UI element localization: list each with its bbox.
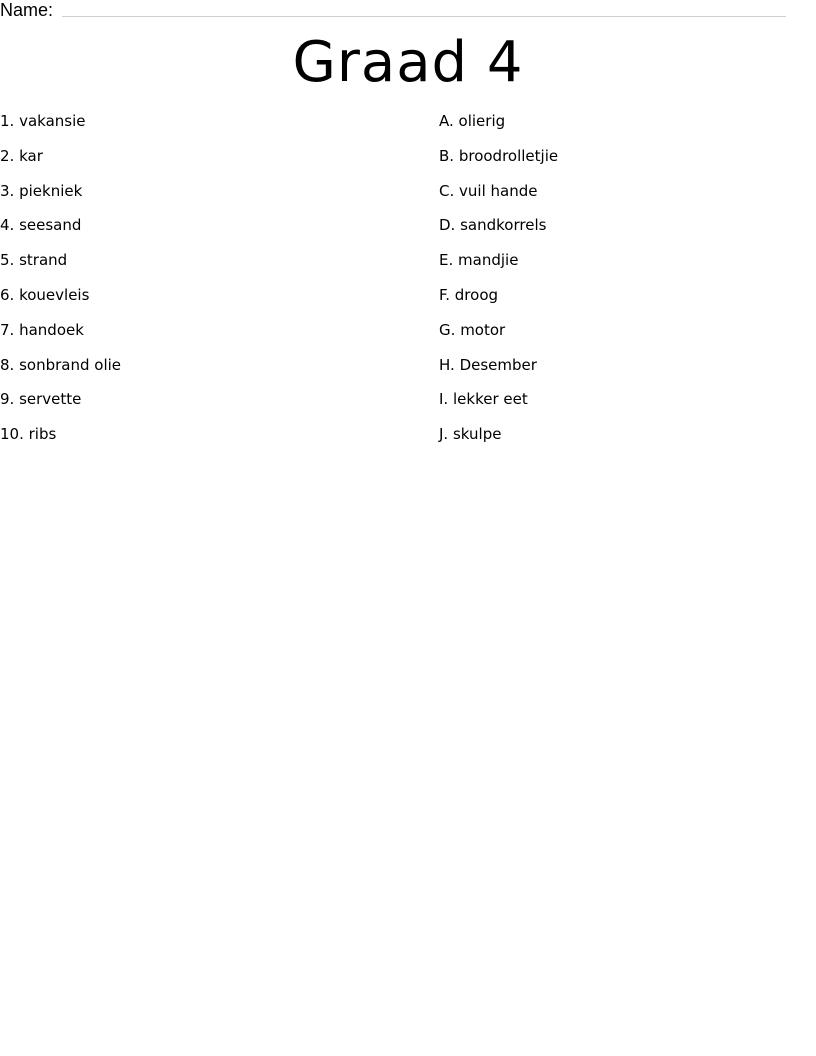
match-marker: I.	[439, 390, 449, 409]
word-item	[0, 215, 400, 250]
word-text: kar	[19, 146, 43, 165]
word-marker: 9.	[0, 390, 15, 409]
match-text: skulpe	[452, 425, 502, 444]
word-item	[0, 424, 400, 459]
word-text: handoek	[19, 320, 84, 339]
match-text: mandjie	[458, 251, 519, 270]
word-marker: 8.	[0, 355, 15, 374]
match-text: droog	[454, 285, 499, 304]
word-marker: 1.	[0, 112, 15, 130]
word-item	[0, 355, 400, 390]
match-item	[439, 181, 809, 216]
word-marker: 7.	[0, 320, 15, 339]
word-list	[0, 111, 400, 459]
match-item	[439, 146, 809, 181]
match-text: motor	[460, 320, 506, 339]
match-text: olierig	[458, 112, 506, 130]
name-blank-line	[62, 16, 786, 17]
match-marker: B.	[439, 146, 455, 165]
word-marker: 2.	[0, 146, 15, 165]
word-text: piekniek	[19, 181, 83, 200]
word-text: vakansie	[19, 112, 86, 130]
word-item	[0, 285, 400, 320]
word-text: seesand	[19, 216, 82, 235]
match-list	[439, 111, 809, 459]
match-text: vuil hande	[459, 181, 538, 200]
match-item	[439, 424, 809, 459]
match-marker: D.	[439, 216, 456, 235]
word-text: ribs	[28, 425, 57, 444]
match-text: lekker eet	[452, 390, 528, 409]
word-marker: 6.	[0, 285, 15, 304]
match-item	[439, 111, 809, 146]
word-item	[0, 320, 400, 355]
word-marker: 3.	[0, 181, 15, 200]
word-text: strand	[19, 251, 68, 270]
match-item	[439, 250, 809, 285]
match-item	[439, 389, 809, 424]
word-item	[0, 181, 400, 216]
match-text: Desember	[459, 355, 537, 374]
match-item	[439, 355, 809, 390]
word-item	[0, 146, 400, 181]
match-item	[439, 285, 809, 320]
word-text: sonbrand olie	[19, 355, 122, 374]
match-item	[439, 215, 809, 250]
word-marker: 10.	[0, 425, 24, 444]
word-marker: 5.	[0, 251, 15, 270]
word-text: servette	[19, 390, 82, 409]
name-label: Name:	[0, 0, 54, 20]
word-marker: 4.	[0, 216, 15, 235]
match-text: broodrolletjie	[458, 146, 559, 165]
word-item	[0, 111, 400, 146]
match-text: sandkorrels	[460, 216, 547, 235]
match-marker: A.	[439, 112, 454, 130]
match-marker: G.	[439, 320, 456, 339]
match-marker: H.	[439, 355, 455, 374]
match-marker: J.	[439, 425, 449, 444]
match-item	[439, 320, 809, 355]
word-item	[0, 250, 400, 285]
match-marker: F.	[439, 285, 450, 304]
match-marker: C.	[439, 181, 455, 200]
name-row	[0, 0, 786, 20]
word-text: kouevleis	[19, 285, 90, 304]
match-marker: E.	[439, 251, 454, 270]
word-item	[0, 389, 400, 424]
page-title: Graad 4	[292, 30, 524, 95]
